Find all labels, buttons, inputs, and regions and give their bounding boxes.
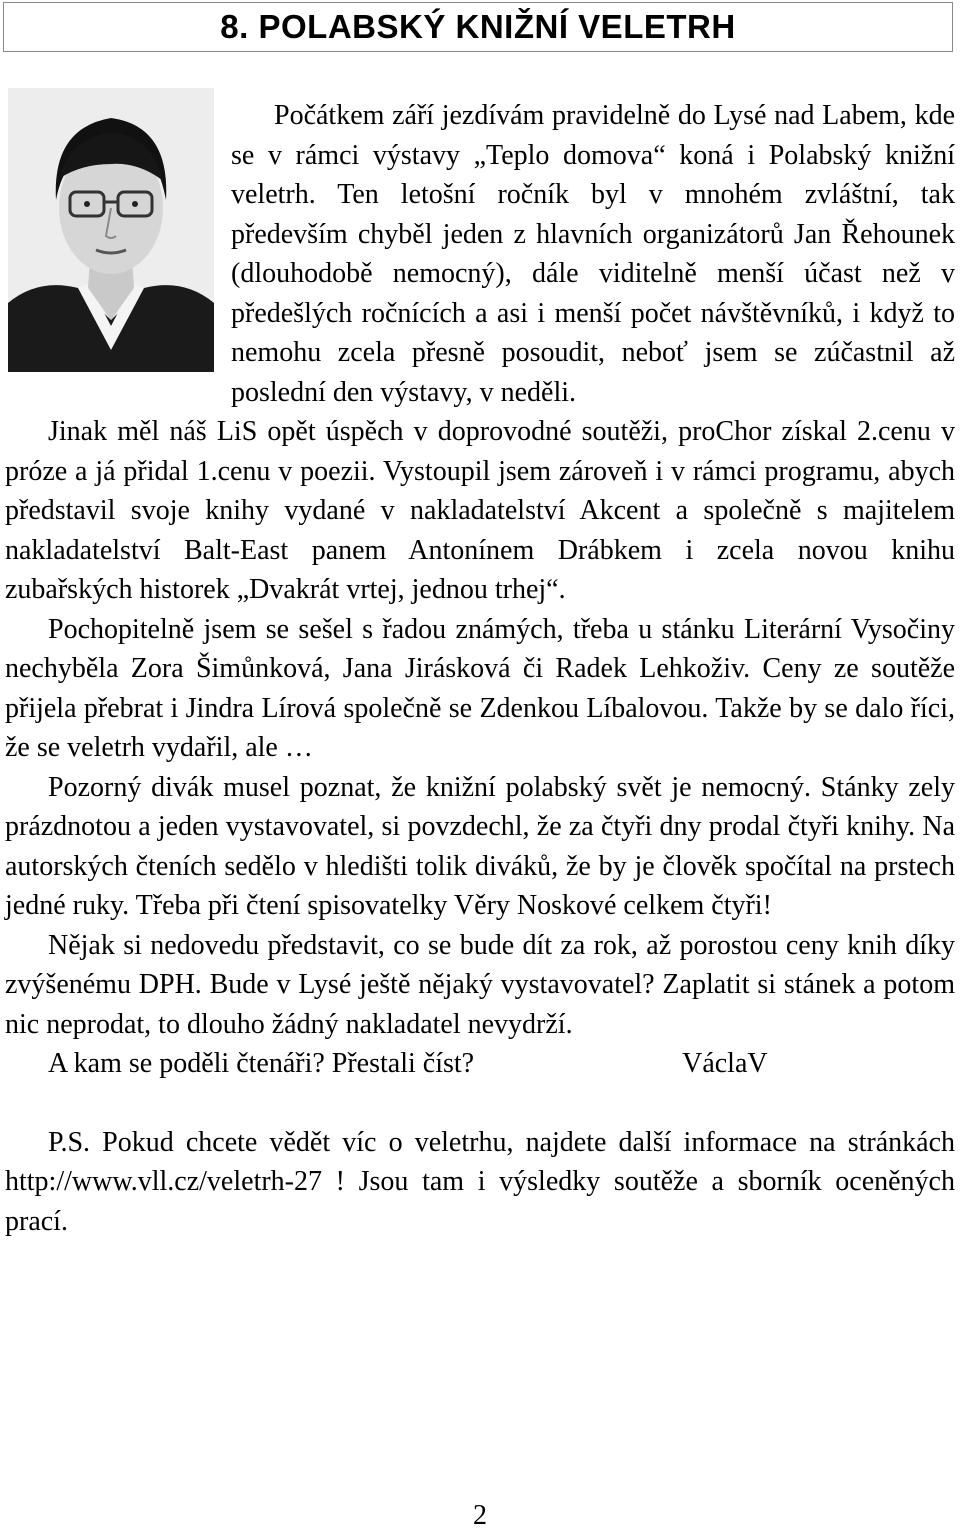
article-body <box>5 96 955 1241</box>
paragraph-3: Pochopitelně jsem se sešel s řadou známých, třeba u stánku Literární Vysočiny nechyběla Zora Šimůnková, Jana Jirásková či Radek Lehkoživ. Ceny ze soutěže přijela přebrat i Jindra Lírová společně se Zdenkou Líbalovou. Takže by se dalo říci, že se veletrh vydařil, ale … <box>5 613 955 763</box>
paragraph-4: Pozorný divák musel poznat, že knižní polabský svět je nemocný. Stánky zely prázdnotou a jeden vystavovatel, si povzdechl, že za čtyři dny prodal čtyři knihy. Na autorských čteních sedělo v hledišti tolik diváků, že by je člověk spočítal na prstech jedné ruky. Třeba při čtení spisovatelky Věry Noskové celkem čtyři! <box>5 771 955 921</box>
author-signature: VáclaV <box>682 1048 768 1079</box>
spacer <box>5 1084 955 1123</box>
page-number: 2 <box>473 1500 487 1531</box>
paragraph-5: Nějak si nedovedu představit, co se bude dít za rok, až porostou ceny knih díky zvýšenému DPH. Bude v Lysé ještě nějaký vystavovatel? Zaplatit si stánek a potom nic neprodat, to dlouho žádný nakladatel nevydrží. <box>5 929 955 1040</box>
paragraph-2: Jinak měl náš LiS opět úspěch v doprovodné soutěži, proChor získal 2.cenu v próze a já přidal 1.cenu v poezii. Vystoupil jsem zároveň i v rámci programu, abych představil svoje knihy vydané v nakladatelství Akcent a společně s majitelem nakladatelství Balt-East panem Antonínem Drábkem i zcela novou knihu zubařských historek „Dvakrát vrtej, jednou trhej“. <box>5 416 955 605</box>
paragraph-1: Počátkem září jezdívám pravidelně do Lysé nad Labem, kde se v rámci výstavy „Teplo domova“ koná i Polabský knižní veletrh. Ten letošní ročník byl v mnohém zvláštní, tak především chyběl jeden z hlavních organizátorů Jan Řehounek (dlouhodobě nemocný), dále viditelně menší účast než v předešlých ročnících a asi i menší počet návštěvníků, i když to nemohu zcela přesně posoudit, neboť jsem se zúčastnil až poslední den výstavy, v neděli. <box>231 100 955 408</box>
title-box <box>3 2 953 52</box>
article-title: 8. POLABSKÝ KNIŽNÍ VELETRH <box>220 8 736 45</box>
closing-question: A kam se poděli čtenáři? Přestali číst? <box>48 1048 475 1079</box>
closing-row <box>5 1044 955 1084</box>
postscript: P.S. Pokud chcete vědět víc o veletrhu, najdete další informace na stránkách http://www.vll.cz/veletrh-27 ! Jsou tam i výsledky soutěže a sborník oceněných prací. <box>5 1126 955 1237</box>
photo-spacer <box>5 96 231 382</box>
